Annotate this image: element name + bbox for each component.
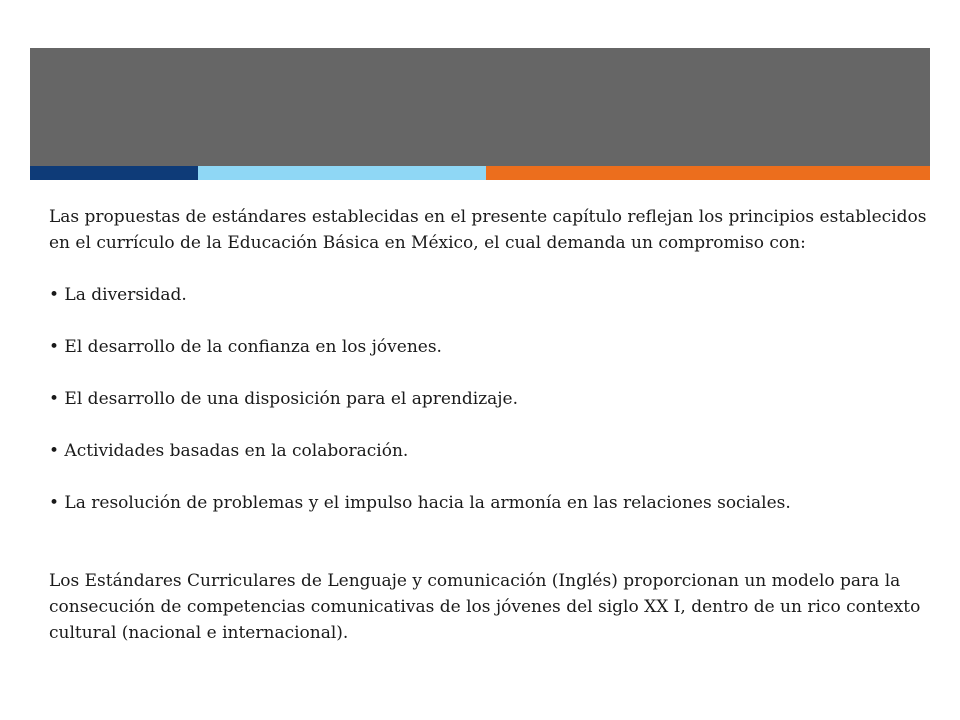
bullet-item-problem-solving: • La resolución de problemas y el impulso hacia la armonía en las relaciones sociales. (49, 493, 791, 513)
slide-body (49, 204, 929, 646)
accent-bar-dark-blue (30, 166, 198, 180)
accent-bar-orange (486, 166, 930, 180)
bullet-item-collaboration: • Actividades basadas en la colaboración. (49, 441, 409, 461)
bullet-item-learning-disposition: • El desarrollo de una disposición para el aprendizaje. (49, 389, 519, 409)
header-band (30, 48, 930, 166)
intro-paragraph: Las propuestas de estándares establecidas en el presente capítulo reflejan los principios establecidos en el currículo de la Educación Básica en México, el cual demanda un compromiso con: (49, 207, 927, 253)
bullet-item-diversity: • La diversidad. (49, 285, 187, 305)
closing-paragraph: Los Estándares Curriculares de Lenguaje y comunicación (Inglés) proporcionan un modelo para la consecución de competencias comunicativas de los jóvenes del siglo XX I, dentro de un rico contexto cultural (nacional e internacional). (49, 571, 921, 643)
accent-bar-light-blue (198, 166, 486, 180)
bullet-item-confidence: • El desarrollo de la confianza en los jóvenes. (49, 337, 442, 357)
